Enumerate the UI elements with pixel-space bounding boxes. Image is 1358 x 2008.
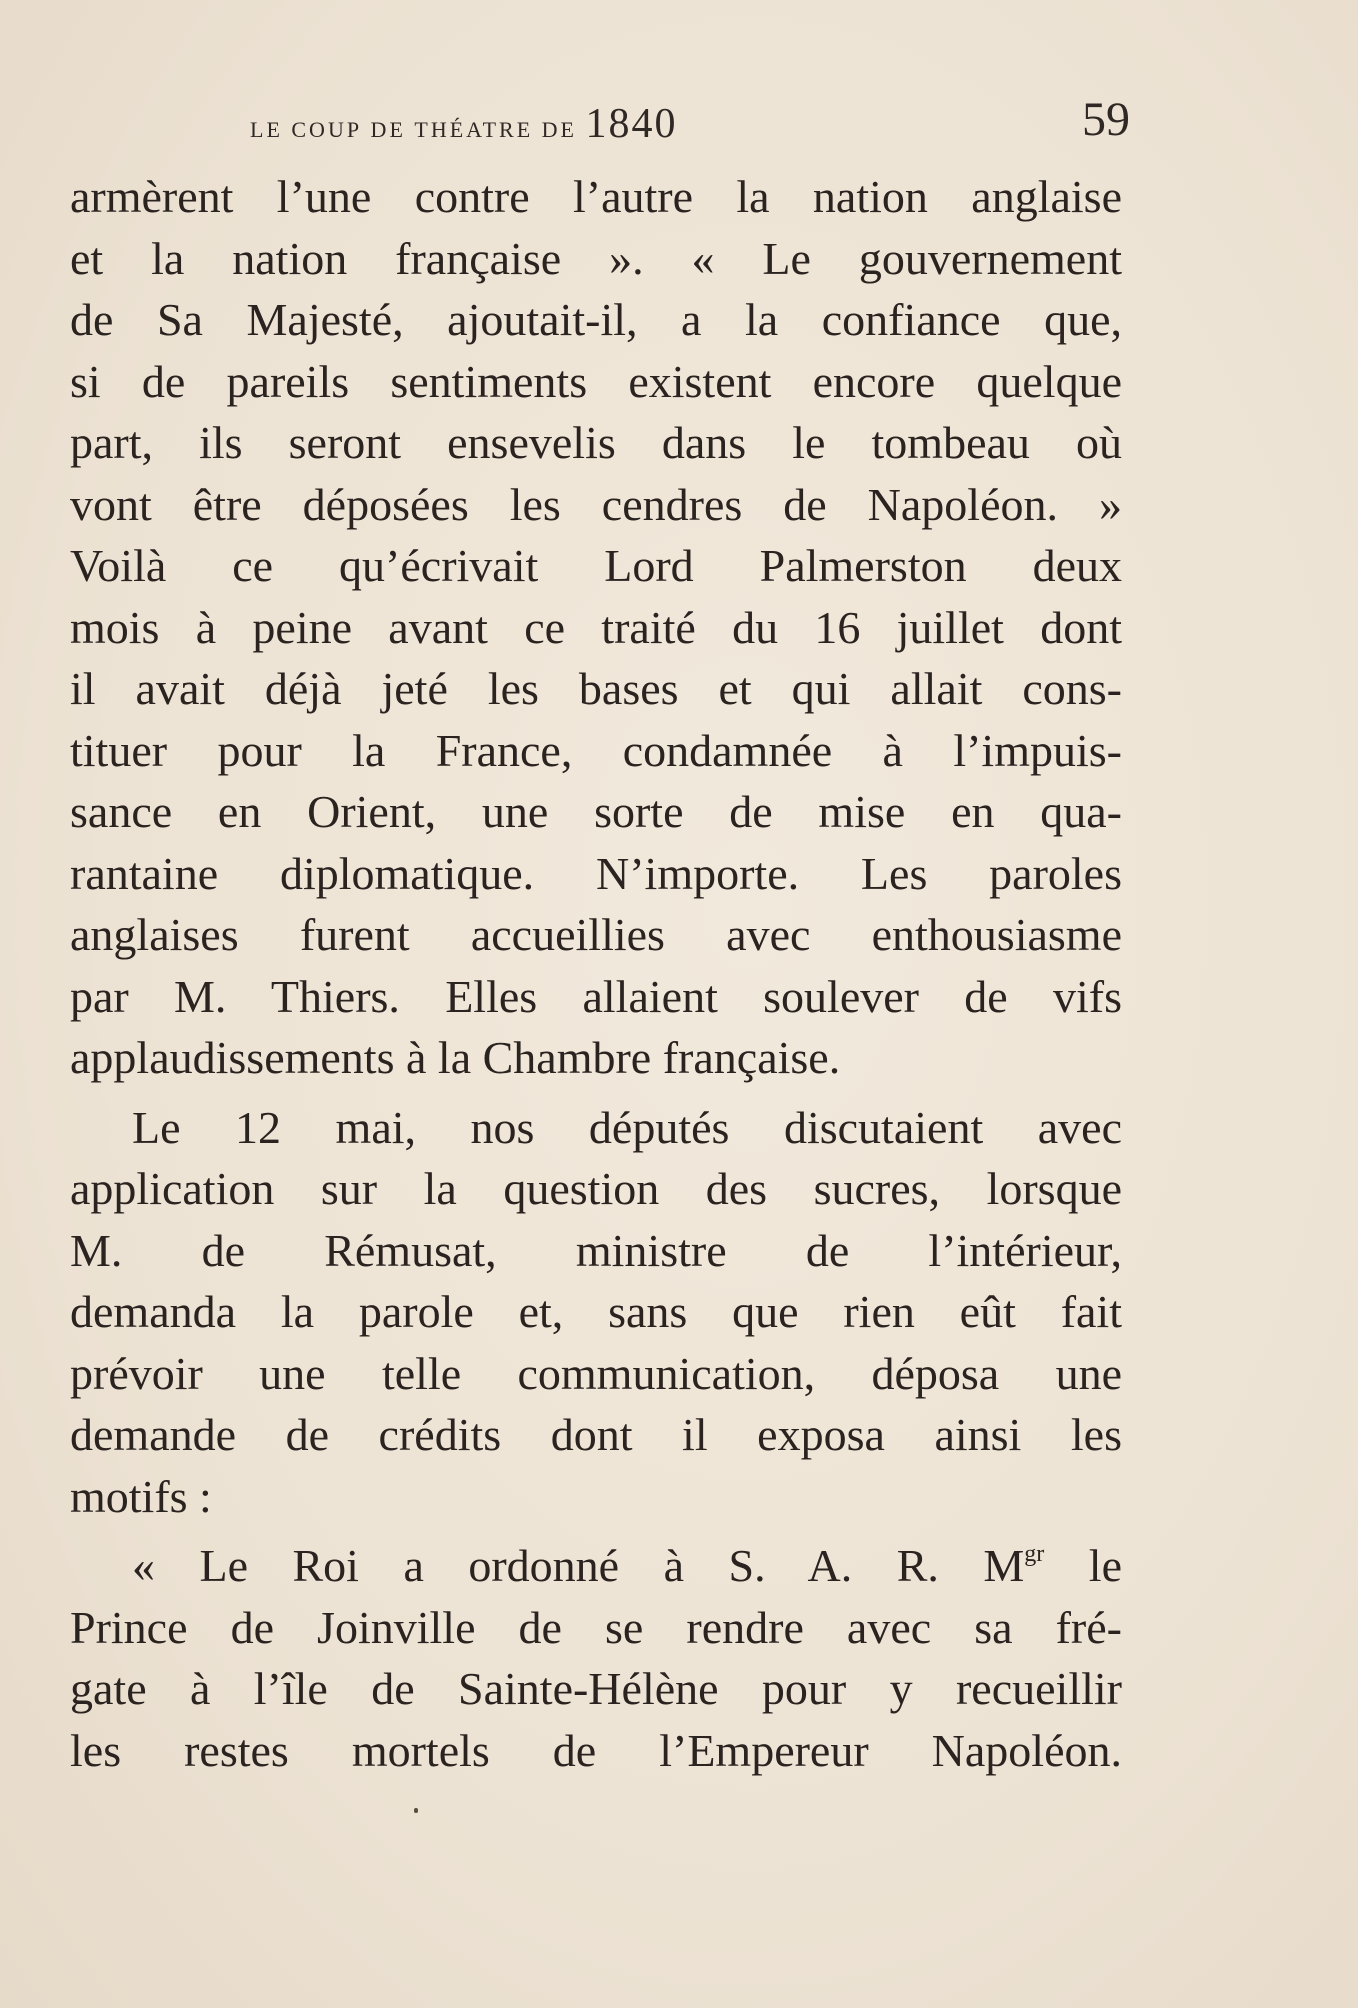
text-line: application sur la question des sucres, lorsque <box>70 1163 1122 1214</box>
text-line: les restes mortels de l’Empereur Napoléon. <box>70 1724 1122 1776</box>
ink-speck <box>414 1808 418 1813</box>
text-line: motifs : <box>70 1470 212 1522</box>
paragraph-2 <box>70 1097 1122 1528</box>
text-line <box>70 1535 1122 1597</box>
text-line: il avait déjà jeté les bases et qui allait cons- <box>70 663 1122 714</box>
running-title <box>250 100 677 148</box>
text-line: Le 12 mai, nos députés discutaient avec <box>132 1101 1122 1153</box>
text-line: demanda la parole et, sans que rien eût fait <box>70 1286 1122 1337</box>
text-line: rantaine diplomatique. N’importe. Les paroles <box>70 847 1122 899</box>
abbreviation-superscript: gr <box>1024 1541 1045 1567</box>
running-title-text: le coup de théatre de <box>250 108 586 144</box>
text-line: armèrent l’une contre l’autre la nation anglaise <box>70 171 1122 222</box>
text-line: Voilà ce qu’écrivait Lord Palmerston deux <box>70 540 1122 591</box>
paragraph-1 <box>70 166 1122 1089</box>
text-line: si de pareils sentiments existent encore quelque <box>70 355 1122 407</box>
text-line: par M. Thiers. Elles allaient soulever de vifs <box>70 970 1122 1022</box>
text-line: Prince de Joinville de se rendre avec sa fré- <box>70 1601 1122 1653</box>
text-line: gate à l’île de Sainte-Hélène pour y recueillir <box>70 1663 1122 1714</box>
quote-line-end: le <box>1044 1540 1122 1591</box>
paragraph-3 <box>70 1535 1122 1781</box>
text-line: demande de crédits dont il exposa ainsi les <box>70 1409 1122 1460</box>
page-header <box>250 92 1130 152</box>
text-line: de Sa Majesté, ajoutait-il, a la confiance que, <box>70 294 1122 345</box>
text-line: sance en Orient, une sorte de mise en qua- <box>70 786 1122 837</box>
text-line: tituer pour la France, condamnée à l’impuis- <box>70 724 1122 776</box>
text-line: M. de Rémusat, ministre de l’intérieur, <box>70 1224 1122 1276</box>
text-line: anglaises furent accueillies avec enthousiasme <box>70 909 1122 960</box>
text-line: vont être déposées les cendres de Napoléon. » <box>70 478 1122 530</box>
text-line: applaudissements à la Chambre française. <box>70 1032 841 1083</box>
quote-line-start: « Le Roi a ordonné à S. A. R. M <box>132 1540 1025 1591</box>
page-number: 59 <box>1082 93 1130 146</box>
text-line: et la nation française ». « Le gouvernement <box>70 232 1122 284</box>
text-line: part, ils seront ensevelis dans le tombeau où <box>70 417 1122 468</box>
text-line: prévoir une telle communication, déposa une <box>70 1347 1122 1399</box>
running-title-year: 1840 <box>585 101 678 147</box>
body-text <box>70 166 1122 1781</box>
text-line: mois à peine avant ce traité du 16 juillet dont <box>70 601 1122 653</box>
